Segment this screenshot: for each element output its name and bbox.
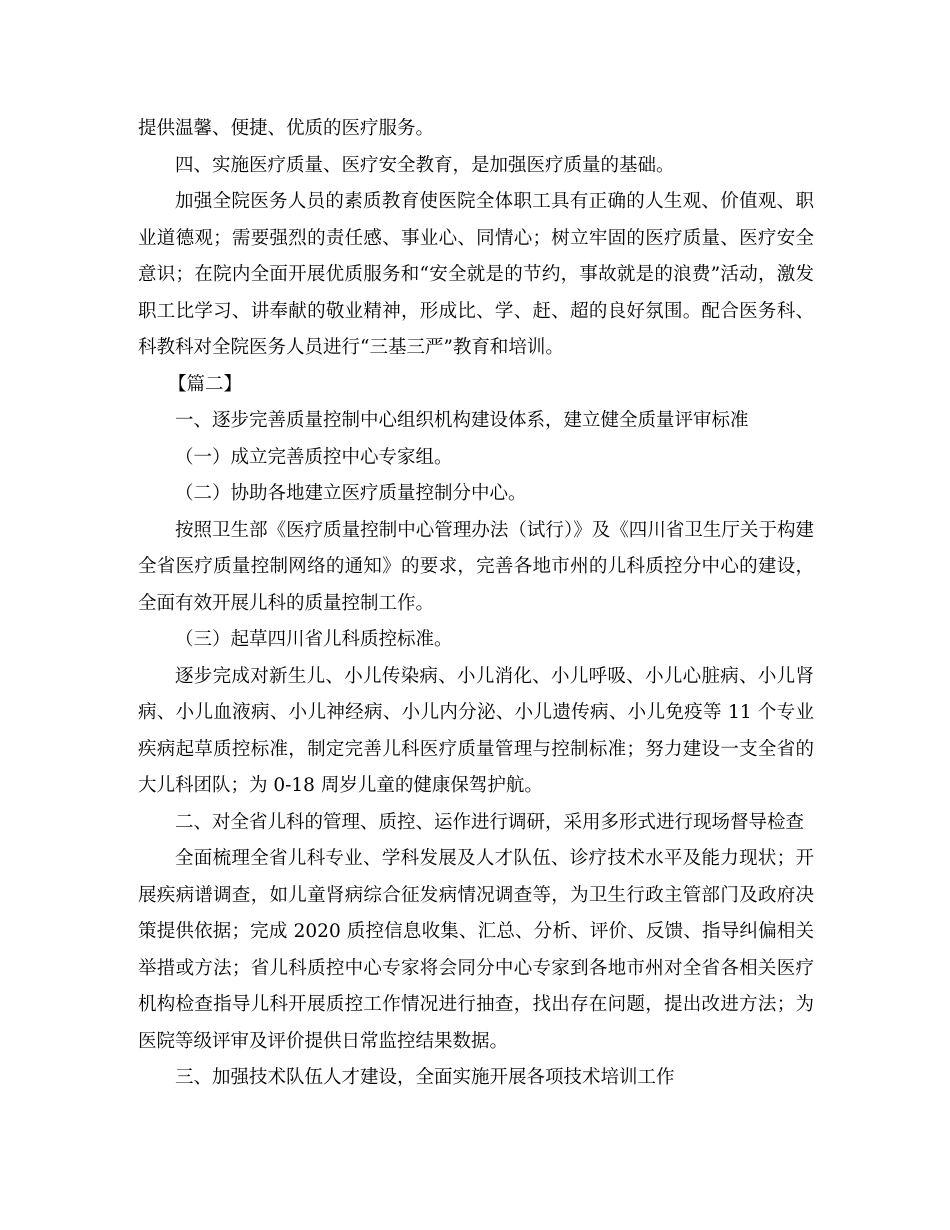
part-two-heading: 【篇二】 bbox=[168, 373, 243, 395]
document-body bbox=[138, 111, 814, 1097]
section-heading-1: 一、逐步完善质量控制中心组织机构建设体系，建立健全质量评审标准 bbox=[175, 410, 749, 431]
section-heading-4: 四、实施医疗质量、医疗安全教育，是加强医疗质量的基础。 bbox=[175, 154, 675, 176]
paragraph-survey: 全面梳理全省儿科专业、学科发展及人才队伍、诊疗技术水平及能力现状；开展疾病谱调查，如儿童肾病综合征发病情况调查等，为卫生行政主管部门及政府决策提供依据；完成 2020 质控信息收集、汇总、分析、评价、反馈、指导纠偏相关举措或方法；省儿科质控中心专家将会同分中心专家到各地市州对全省各相关医疗机构检查指导儿科开展质控工作情况进行抽查，找出存在问题，提出改进方法；为医院等级评审及评价提供日常监控结果数据。 bbox=[138, 848, 814, 1052]
paragraph-standards: 逐步完成对新生儿、小儿传染病、小儿消化、小儿呼吸、小儿心脏病、小儿肾病、小儿血液病、小儿神经病、小儿内分泌、小儿遗传病、小儿免疫等 11 个专业疾病起草质控标准，制定完善儿科医疗质量管理与控制标准；努力建设一支全省的大儿科团队；为 0-18 周岁儿童的健康保驾护航。 bbox=[138, 665, 814, 796]
section-heading-3: 三、加强技术队伍人才建设，全面实施开展各项技术培训工作 bbox=[175, 1067, 675, 1088]
paragraph-continuation: 提供温馨、便捷、优质的医疗服务。 bbox=[138, 118, 435, 139]
section-heading-2: 二、对全省儿科的管理、质控、运作进行调研，采用多形式进行现场督导检查 bbox=[175, 811, 805, 833]
paragraph-control-network: 按照卫生部《医疗质量控制中心管理办法（试行）》及《四川省卫生厅关于构建全省医疗质量控制网络的通知》的要求，完善各地市州的儿科质控分中心的建设，全面有效开展儿科的质量控制工作。 bbox=[138, 519, 814, 614]
paragraph-quality-education: 加强全院医务人员的素质教育使医院全体职工具有正确的人生观、价值观、职业道德观；需要强烈的责任感、事业心、同情心；树立牢固的医疗质量、医疗安全意识；在院内全面开展优质服务和“安全就是的节约，事故就是的浪费”活动，激发职工比学习、讲奉献的敬业精神，形成比、学、赶、超的良好氛围。配合医务科、科教科对全院医务人员进行“三基三严”教育和培训。 bbox=[138, 191, 814, 358]
subsection-heading-2: （二）协助各地建立医疗质量控制分中心。 bbox=[175, 483, 527, 504]
subsection-heading-3: （三）起草四川省儿科质控标准。 bbox=[175, 629, 453, 650]
subsection-heading-1: （一）成立完善质控中心专家组。 bbox=[175, 446, 453, 468]
